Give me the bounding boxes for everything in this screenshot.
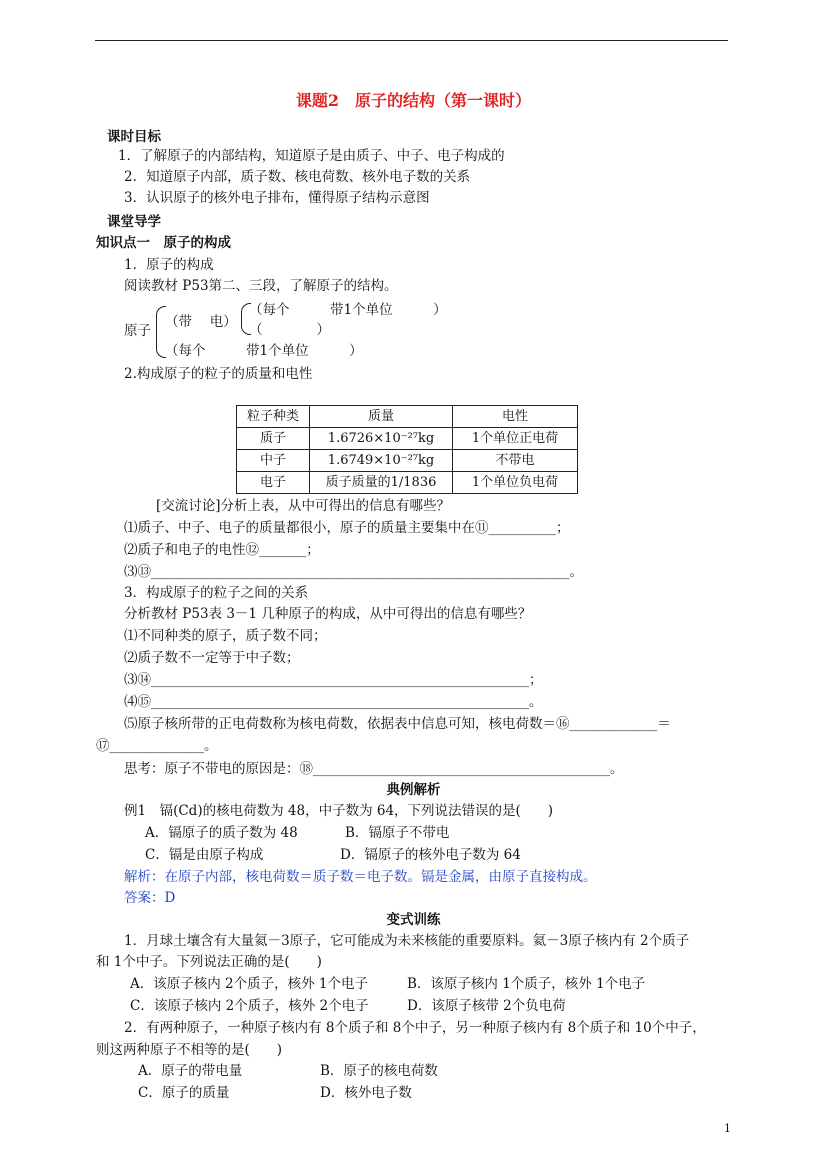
example-question: 例1 镉(Cd)的核电荷数为 48，中子数为 64，下列说法错误的是( ) bbox=[124, 803, 554, 819]
subheading-particle-relations: 3．构成原子的粒子之间的关系 bbox=[124, 585, 309, 601]
goal-item-3: 3．认识原子的核外电子排布，懂得原子结构示意图 bbox=[124, 190, 430, 206]
example-answer: 答案：D bbox=[124, 890, 176, 906]
think-prompt: 思考：原子不带电的原因是：⑱____________________________________________。 bbox=[124, 761, 624, 777]
table-cell: 质子 bbox=[237, 428, 310, 450]
practice-q2-continued: 则这两种原子不相等的是( ) bbox=[96, 1042, 283, 1058]
knowledge-point-1-heading: 知识点一 原子的构成 bbox=[96, 235, 231, 251]
subheading-atom-structure: 1．原子的构成 bbox=[124, 257, 214, 273]
table-header: 粒子种类 bbox=[237, 406, 310, 428]
goal-item-1: 1．了解原子的内部结构，知道原子是由质子、中子、电子构成的 bbox=[118, 148, 505, 164]
example-option-a: A．镉原子的质子数为 48 bbox=[145, 825, 298, 841]
practice-q2-option-a: A．原子的带电量 bbox=[138, 1063, 243, 1079]
relation-item-5-continued: ⑰______________。 bbox=[96, 738, 218, 754]
table-header: 质量 bbox=[310, 406, 453, 428]
goals-heading: 课时目标 bbox=[107, 129, 161, 145]
header-rule bbox=[95, 40, 728, 41]
relation-item-5: ⑸原子核所带的正电荷数称为核电荷数，依据表中信息可知，核电荷数＝⑯_____________＝ bbox=[124, 716, 671, 732]
table-cell: 1.6726×10⁻²⁷kg bbox=[310, 428, 453, 450]
practice-q2: 2．有两种原子，一种原子核内有 8个质子和 8个中子，另一种原子核内有 8个质子和 10个中子， bbox=[124, 1020, 706, 1036]
table-row bbox=[237, 450, 578, 472]
analysis-prompt: 分析教材 P53表 3－1 几种原子的构成，从中可得出的信息有哪些？ bbox=[124, 606, 532, 622]
practice-q1: 1．月球土壤含有大量氦－3原子，它可能成为未来核能的重要原料。氦－3原子核内有 2个质子 bbox=[124, 933, 690, 949]
diagram-proton: （每个 带1个单位 ） bbox=[249, 302, 447, 318]
discussion-item-3: ⑶⑬______________________________________________________________。 bbox=[124, 564, 583, 580]
table-cell: 不带电 bbox=[453, 450, 578, 472]
relation-item-4: ⑷⑮________________________________________________________。 bbox=[124, 694, 543, 710]
practice-q1-option-a: A．该原子核内 2个质子，核外 1个电子 bbox=[130, 976, 369, 992]
practice-q1-option-c: C．该原子核内 2个质子，核外 2个电子 bbox=[130, 998, 369, 1014]
goal-item-2: 2．知道原子内部，质子数、核电荷数、核外电子数的关系 bbox=[124, 169, 471, 185]
page-number: 1 bbox=[724, 1122, 731, 1135]
table-row bbox=[237, 428, 578, 450]
table-cell: 1个单位正电荷 bbox=[453, 428, 578, 450]
discussion-prompt: [交流讨论]分析上表，从中可得出的信息有哪些？ bbox=[156, 498, 451, 514]
table-cell: 1.6749×10⁻²⁷kg bbox=[310, 450, 453, 472]
example-analysis: 解析：在原子内部，核电荷数＝质子数＝电子数。镉是金属，由原子直接构成。 bbox=[124, 869, 597, 885]
relation-item-1: ⑴不同种类的原子，质子数不同； bbox=[124, 628, 327, 644]
diagram-root-atom: 原子 bbox=[124, 323, 151, 339]
reading-instruction: 阅读教材 P53第二、三段，了解原子的结构。 bbox=[124, 278, 398, 294]
table-header-row bbox=[237, 406, 578, 428]
table-header: 电性 bbox=[453, 406, 578, 428]
table-row bbox=[237, 472, 578, 494]
practice-q1-option-b: B．该原子核内 1个质子，核外 1个电子 bbox=[407, 976, 646, 992]
example-option-c: C．镉是由原子构成 bbox=[145, 847, 264, 863]
table-cell: 1个单位负电荷 bbox=[453, 472, 578, 494]
discussion-item-2: ⑵质子和电子的电性⑫_______； bbox=[124, 542, 320, 558]
diagram-neutron: （ ） bbox=[249, 322, 330, 338]
practice-q2-option-d: D．核外电子数 bbox=[320, 1085, 412, 1101]
practice-heading: 变式训练 bbox=[386, 912, 441, 928]
example-heading: 典例解析 bbox=[386, 782, 441, 798]
diagram-electron: （每个 带1个单位 ） bbox=[165, 343, 363, 359]
page-title: 课题2 原子的结构（第一课时） bbox=[295, 91, 532, 110]
subheading-mass-charge: 2.构成原子的粒子的质量和电性 bbox=[124, 366, 313, 382]
example-option-b: B．镉原子不带电 bbox=[345, 825, 450, 841]
relation-item-2: ⑵质子数不一定等于中子数； bbox=[124, 650, 300, 666]
practice-q2-option-b: B．原子的核电荷数 bbox=[320, 1063, 438, 1079]
discussion-item-1: ⑴质子、中子、电子的质量都很小，原子的质量主要集中在⑪__________； bbox=[124, 520, 570, 536]
practice-q1-continued: 和 1个中子。下列说法正确的是( ) bbox=[96, 954, 322, 970]
relation-item-3: ⑶⑭________________________________________________________； bbox=[124, 672, 543, 688]
table-cell: 电子 bbox=[237, 472, 310, 494]
practice-q1-option-d: D．该原子核带 2个负电荷 bbox=[407, 998, 566, 1014]
practice-q2-option-c: C．原子的质量 bbox=[138, 1085, 230, 1101]
table-cell: 中子 bbox=[237, 450, 310, 472]
example-option-d: D．镉原子的核外电子数为 64 bbox=[340, 847, 521, 863]
guide-heading: 课堂导学 bbox=[107, 214, 161, 230]
particle-table bbox=[236, 405, 578, 494]
table-cell: 质子质量的1/1836 bbox=[310, 472, 453, 494]
diagram-nucleus: （带 电） bbox=[165, 314, 237, 330]
